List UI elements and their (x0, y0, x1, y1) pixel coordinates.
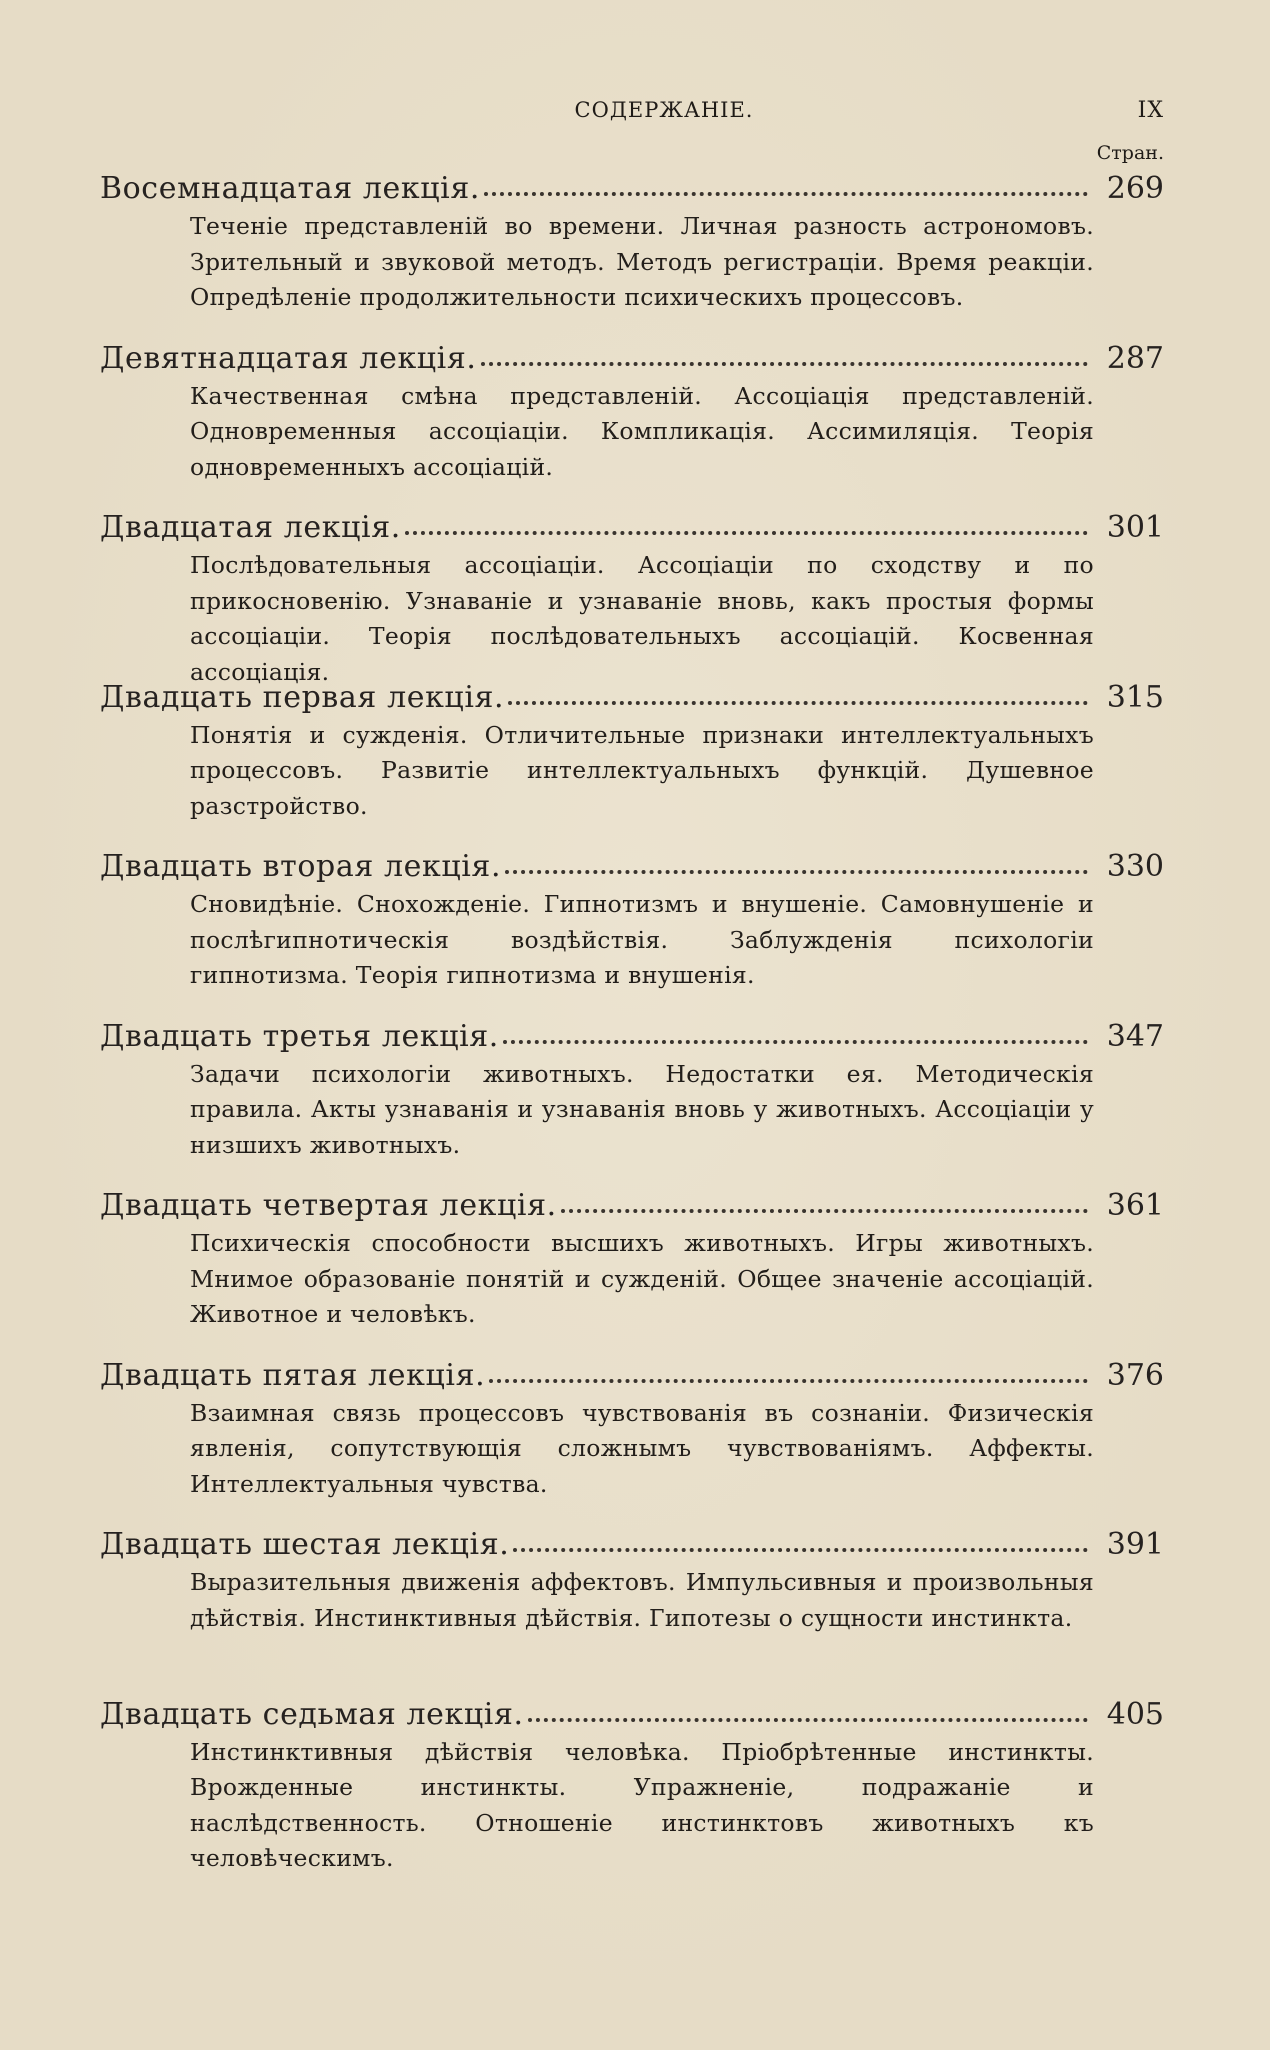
lecture-summary: Сновидѣніе. Снохожденіе. Гипнотизмъ и внушеніе. Самовнушеніе и послѣгипнотическія воздѣйствія. Заблужденія психологіи гипнотизма. Теорія гипнотизма и внушенія. (190, 890, 1094, 989)
toc-entry (100, 674, 1164, 844)
lecture-title: Двадцать первая лекція. (100, 679, 505, 715)
page-number: IX (1137, 98, 1164, 123)
running-title: СОДЕРЖАНІЕ. (574, 98, 754, 122)
lecture-title: Двадцать вторая лекція. (100, 849, 502, 884)
lecture-page-number: 405 (1106, 1696, 1164, 1732)
page-column-label: Стран. (1096, 142, 1164, 164)
lecture-page-number: 361 (1106, 1188, 1164, 1223)
toc-entry (100, 165, 1164, 335)
toc-entry (100, 1691, 1164, 1872)
dot-leader (503, 1030, 1088, 1044)
toc-entry-heading (100, 1691, 1164, 1735)
dot-leader (489, 1369, 1088, 1383)
lecture-page-number: 269 (1106, 171, 1164, 206)
lecture-summary: Выразительныя движенія аффектовъ. Импульсивныя и произвольныя дѣйствія. Инстинктивныя дѣйствія. Гипотезы о сущности инстинкта. (190, 1568, 1094, 1632)
dot-leader (481, 352, 1088, 366)
toc-entry (100, 1352, 1164, 1522)
toc-entry-heading (100, 1521, 1164, 1565)
dot-leader (508, 691, 1088, 705)
lecture-summary: Задачи психологіи животныхъ. Недостатки ея. Методическія правила. Акты узнаванія и узнаванія вновь у животныхъ. Ассоціаціи у низшихъ животныхъ. (190, 1059, 1094, 1159)
dot-leader (513, 1538, 1088, 1552)
lecture-summary: Теченіе представленій во времени. Личная разность астрономовъ. Зрительный и звуковой методъ. Методъ регистраціи. Время реакціи. Опредѣленіе продолжительности психическихъ процессовъ. (190, 212, 1094, 311)
lecture-summary: Понятія и сужденія. Отличительные признаки интеллектуальныхъ процессовъ. Развитіе интеллектуальныхъ функцій. Душевное разстройство. (190, 720, 1094, 820)
lecture-title: Двадцать седьмая лекція. (100, 1696, 524, 1732)
toc-entry (100, 335, 1164, 505)
toc-entry-heading (100, 1013, 1164, 1057)
lecture-summary: Послѣдовательныя ассоціаціи. Ассоціаціи по сходству и по прикосновенію. Узнаваніе и узнаваніе вновь, какъ простыя формы ассоціаціи. Теорія послѣдовательныхъ ассоціацій. Косвенная ассоціація. (190, 551, 1094, 686)
toc-entry-heading (100, 504, 1164, 548)
lecture-summary: Инстинктивныя дѣйствія человѣка. Пріобрѣтенные инстинкты. Врожденные инстинкты. Упражненіе, подражаніе и наслѣдственность. Отношеніе инстинктовъ животныхъ къ человѣческимъ. (190, 1737, 1094, 1872)
lecture-page-number: 287 (1106, 340, 1164, 376)
lecture-title: Девятнадцатая лекція. (100, 340, 477, 376)
toc-entry (100, 1182, 1164, 1352)
toc-entry (100, 1521, 1164, 1691)
lecture-title: Двадцать третья лекція. (100, 1018, 499, 1054)
lecture-page-number: 376 (1106, 1357, 1164, 1393)
toc-entry-heading (100, 165, 1164, 209)
toc-entry (100, 504, 1164, 686)
lecture-title: Двадцать четвертая лекція. (100, 1188, 557, 1223)
dot-leader (528, 1708, 1088, 1722)
lecture-title: Двадцать пятая лекція. (100, 1357, 486, 1393)
toc-entry (100, 1013, 1164, 1183)
lecture-page-number: 301 (1106, 510, 1164, 545)
lecture-summary: Взаимная связь процессовъ чувствованія въ сознаніи. Физическія явленія, сопутствующія сложнымъ чувствованіямъ. Аффекты. Интеллектуальныя чувства. (190, 1398, 1094, 1498)
lecture-title: Двадцатая лекція. (100, 510, 401, 545)
running-head (0, 98, 1270, 128)
lecture-title: Двадцать шестая лекція. (100, 1527, 510, 1562)
dot-leader (561, 1199, 1088, 1213)
toc-entry-heading (100, 674, 1164, 718)
table-of-contents (100, 165, 1164, 1872)
lecture-page-number: 315 (1106, 679, 1164, 715)
lecture-page-number: 347 (1106, 1018, 1164, 1054)
toc-entry-heading (100, 1352, 1164, 1396)
toc-entry (100, 843, 1164, 1013)
lecture-page-number: 391 (1106, 1527, 1164, 1562)
dot-leader (484, 182, 1088, 196)
toc-entry-heading (100, 843, 1164, 887)
lecture-summary: Психическія способности высшихъ животныхъ. Игры животныхъ. Мнимое образованіе понятій и сужденій. Общее значеніе ассоціацій. Животное и человѣкъ. (190, 1229, 1094, 1328)
lecture-page-number: 330 (1106, 849, 1164, 884)
dot-leader (505, 860, 1088, 874)
dot-leader (405, 521, 1088, 535)
toc-entry-heading (100, 1182, 1164, 1226)
toc-entry-heading (100, 335, 1164, 379)
lecture-title: Восемнадцатая лекція. (100, 171, 480, 206)
lecture-summary: Качественная смѣна представленій. Ассоціація представленій. Одновременныя ассоціаціи. Компликація. Ассимиляція. Теорія одновременныхъ ассоціацій. (190, 381, 1094, 481)
